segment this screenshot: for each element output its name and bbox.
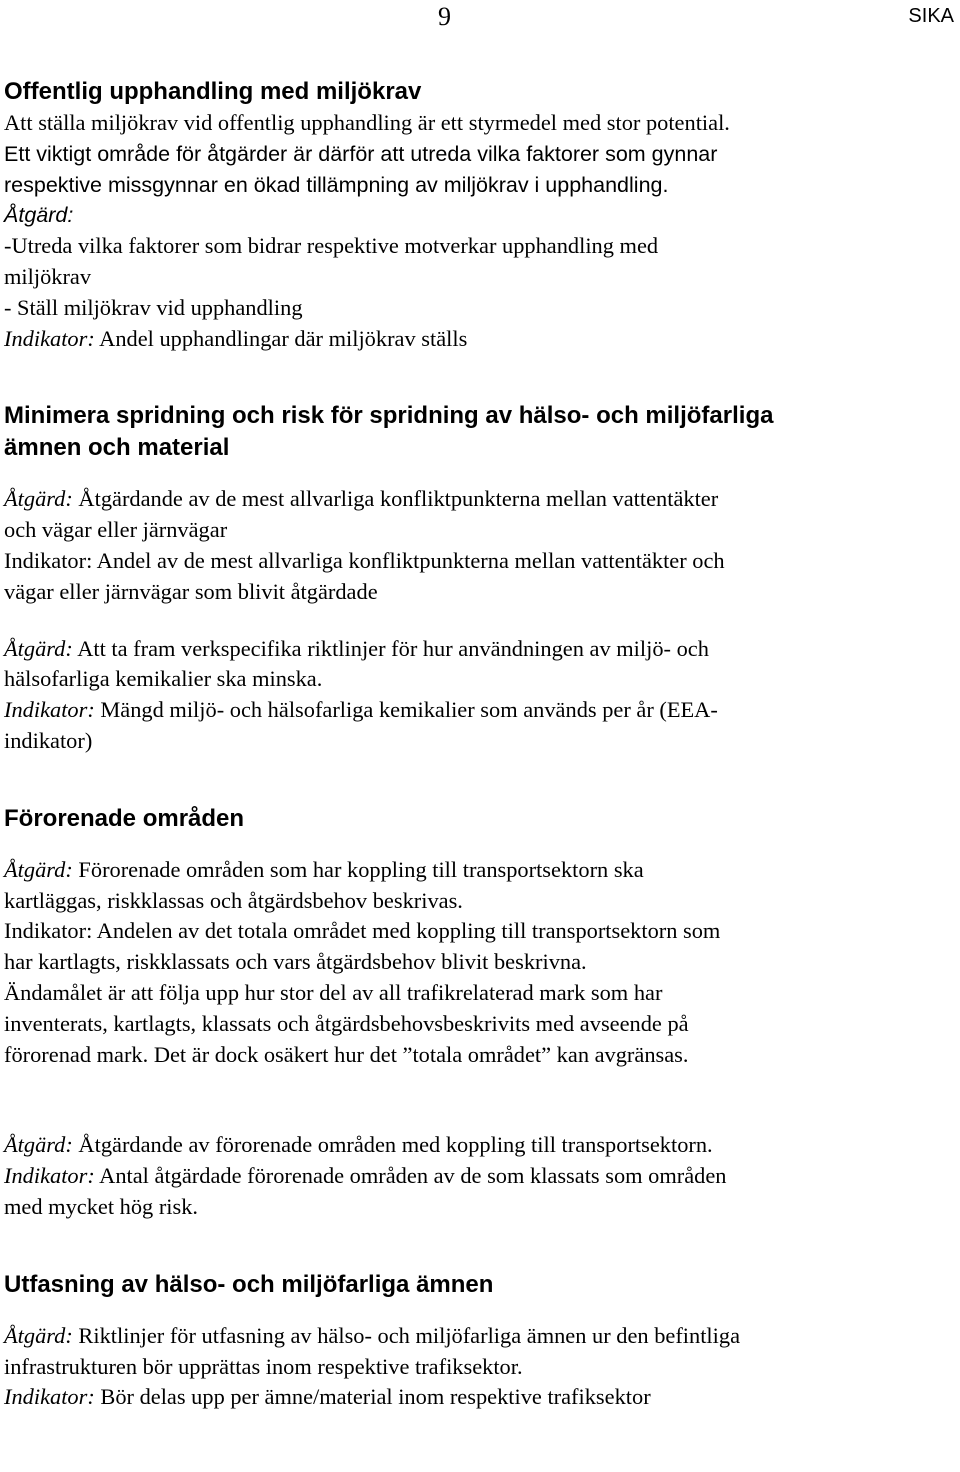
- brand-label: SIKA: [908, 5, 954, 27]
- body-text: Ändamålet är att följa upp hur stor del av all trafikrelaterad mark som har: [4, 979, 663, 1005]
- action-text: Åtgärdande av de mest allvarliga konfliktpunkterna mellan vattentäkter: [72, 486, 719, 512]
- atgard-label: Åtgärd:: [4, 635, 73, 661]
- indikator-label: Indikator:: [4, 1163, 95, 1189]
- body-text: Ett viktigt område för åtgärder är därför att utreda vilka faktorer som gynnar: [4, 141, 718, 166]
- action-text: Att ta fram verkspecifika riktlinjer för hur användningen av miljö- och: [72, 635, 709, 661]
- section-heading: Offentlig upphandling med miljökrav: [4, 78, 422, 105]
- action-text: infrastrukturen bör upprättas inom respektive trafiksektor.: [4, 1353, 523, 1379]
- action-text: - Ställ miljökrav vid upphandling: [4, 294, 303, 320]
- action-text: -Utreda vilka faktorer som bidrar respektive motverkar upphandling med: [4, 233, 659, 259]
- action-line: [4, 634, 954, 665]
- indikator-label: Indikator:: [4, 1384, 95, 1410]
- indicator-line: [4, 324, 954, 355]
- action-text: hälsofarliga kemikalier ska minska.: [4, 666, 323, 692]
- atgard-label: Åtgärd:: [4, 1132, 73, 1158]
- document-body: [4, 76, 954, 1413]
- indicator-text: Antal åtgärdade förorenade områden av de som klassats som områden: [94, 1163, 727, 1189]
- action-line: [4, 1321, 954, 1352]
- indicator-text: vägar eller järnvägar som blivit åtgärdade: [4, 578, 378, 604]
- indicator-text: med mycket hög risk.: [4, 1193, 199, 1219]
- body-text: respektive missgynnar en ökad tillämpning av miljökrav i upphandling.: [4, 172, 669, 197]
- section-heading: Förorenade områden: [4, 804, 245, 832]
- indikator-label: Indikator:: [4, 697, 95, 723]
- atgard-label: Åtgärd:: [4, 1322, 73, 1348]
- atgard-label: Åtgärd:: [4, 486, 73, 512]
- indicator-line: [4, 1382, 954, 1413]
- action-text: kartläggas, riskklassas och åtgärdsbehov beskrivas.: [4, 887, 463, 913]
- indicator-text: Indikator: Andel av de mest allvarliga konfliktpunkterna mellan vattentäkter och: [4, 547, 725, 573]
- action-text: Riktlinjer för utfasning av hälso- och miljöfarliga ämnen ur den befintliga: [72, 1322, 741, 1348]
- indicator-text: Andel upphandlingar där miljökrav ställs: [94, 325, 468, 351]
- action-text: och vägar eller järnvägar: [4, 517, 228, 543]
- body-text: Att ställa miljökrav vid offentlig upphandling är ett styrmedel med stor potential.: [4, 110, 730, 135]
- section-minimera-spridning: [4, 400, 954, 756]
- indicator-line: [4, 695, 954, 726]
- action-text: Förorenade områden som har koppling till transportsektorn ska: [72, 856, 644, 882]
- indicator-text: Indikator: Andelen av det totala området med koppling till transportsektorn som: [4, 918, 721, 944]
- indikator-label: Indikator:: [4, 325, 95, 351]
- body-text: inventerats, kartlagts, klassats och åtgärdsbehovsbeskrivits med avseende på: [4, 1010, 689, 1036]
- action-line: [4, 1130, 954, 1161]
- indicator-text: Bör delas upp per ämne/material inom respektive trafiksektor: [94, 1384, 651, 1410]
- indicator-text: har kartlagts, riskklassats och vars åtgärdsbehov blivit beskrivna.: [4, 949, 587, 975]
- body-text: förorenad mark. Det är dock osäkert hur det ”totala området” kan avgränsas.: [4, 1041, 689, 1067]
- action-line: [4, 855, 954, 886]
- page-number: 9: [438, 2, 451, 31]
- action-text: Åtgärdande av förorenade områden med koppling till transportsektorn.: [72, 1132, 713, 1158]
- section-fororenade-omraden: [4, 803, 954, 1223]
- atgard-label: Åtgärd:: [4, 856, 73, 882]
- atgard-label: Åtgärd:: [4, 203, 74, 228]
- indicator-text: indikator): [4, 727, 93, 753]
- section-utfasning: [4, 1269, 954, 1413]
- action-text: miljökrav: [4, 263, 92, 289]
- section-heading: Utfasning av hälso- och miljöfarliga ämnen: [4, 1270, 494, 1298]
- section-heading: ämnen och material: [4, 434, 230, 462]
- indicator-line: [4, 1161, 954, 1192]
- section-heading: Minimera spridning och risk för spridning av hälso- och miljöfarliga: [4, 402, 774, 430]
- indicator-text: Mängd miljö- och hälsofarliga kemikalier som används per år (EEA-: [94, 697, 718, 723]
- action-line: [4, 484, 954, 515]
- section-offentlig-upphandling: [4, 76, 954, 354]
